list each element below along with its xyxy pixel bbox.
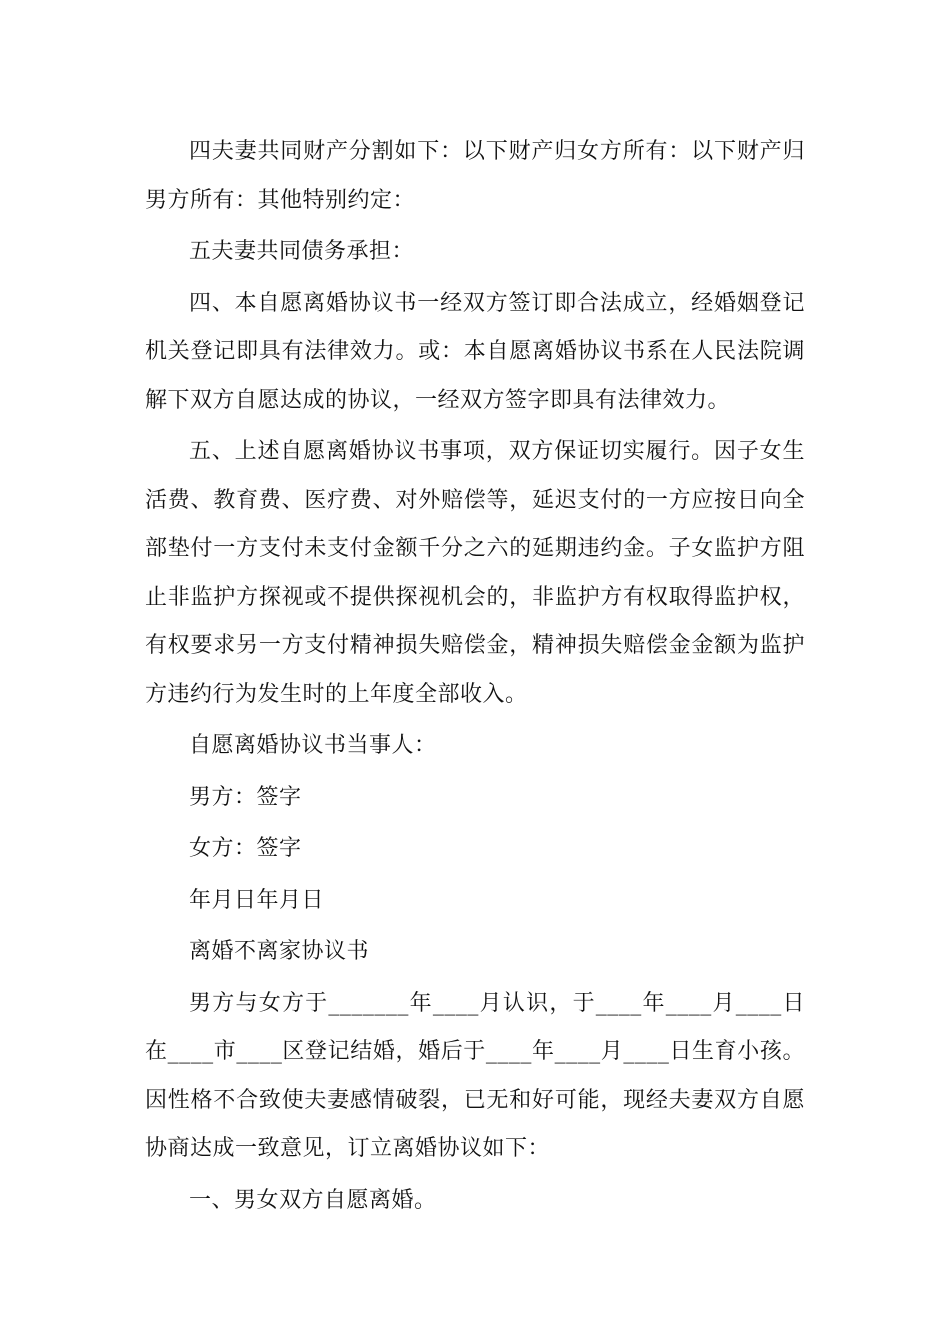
paragraph-performance: 五、上述自愿离婚协议书事项，双方保证切实履行。因子女生活费、教育费、医疗费、对外赔偿等，延迟支付的一方应按日向全部垫付一方支付未支付金额千分之六的延期违约金。子女监护方阻止非监护方探视或不提供探视机会的，非监护方有权取得监护权，有权要求另一方支付精神损失赔偿金，精神损失赔偿金金额为监护方违约行为发生时的上年度全部收入。 [145, 439, 805, 707]
paragraph-legal-effect: 四、本自愿离婚协议书一经双方签订即合法成立，经婚姻登记机关登记即具有法律效力。或：本自愿离婚协议书系在人民法院调解下双方自愿达成的协议，一经双方签字即具有法律效力。 [145, 290, 805, 413]
paragraph-introduction: 男方与女方于_______年____月认识，于____年____月____日在____市____区登记结婚，婚后于____年____月____日生育小孩。因性格不合致使夫妻感情破裂，已无和好可能，现经夫妻双方自愿协商达成一致意见，订立离婚协议如下： [145, 990, 805, 1161]
paragraph-male-signature: 男方：签字 [189, 784, 302, 810]
paragraph-dates: 年月日年月日 [189, 887, 325, 913]
paragraph-title: 离婚不离家协议书 [189, 939, 370, 964]
paragraph-female-signature: 女方：签字 [189, 836, 302, 861]
paragraph-parties-heading: 自愿离婚协议书当事人： [189, 733, 437, 758]
paragraph-debt: 五夫妻共同债务承担： [189, 239, 415, 264]
paragraph-clause-one: 一、男女双方自愿离婚。 [189, 1187, 437, 1213]
paragraph-property-division: 四夫妻共同财产分割如下：以下财产归女方所有：以下财产归男方所有：其他特别约定： [145, 139, 805, 213]
document-body [145, 128, 805, 1228]
